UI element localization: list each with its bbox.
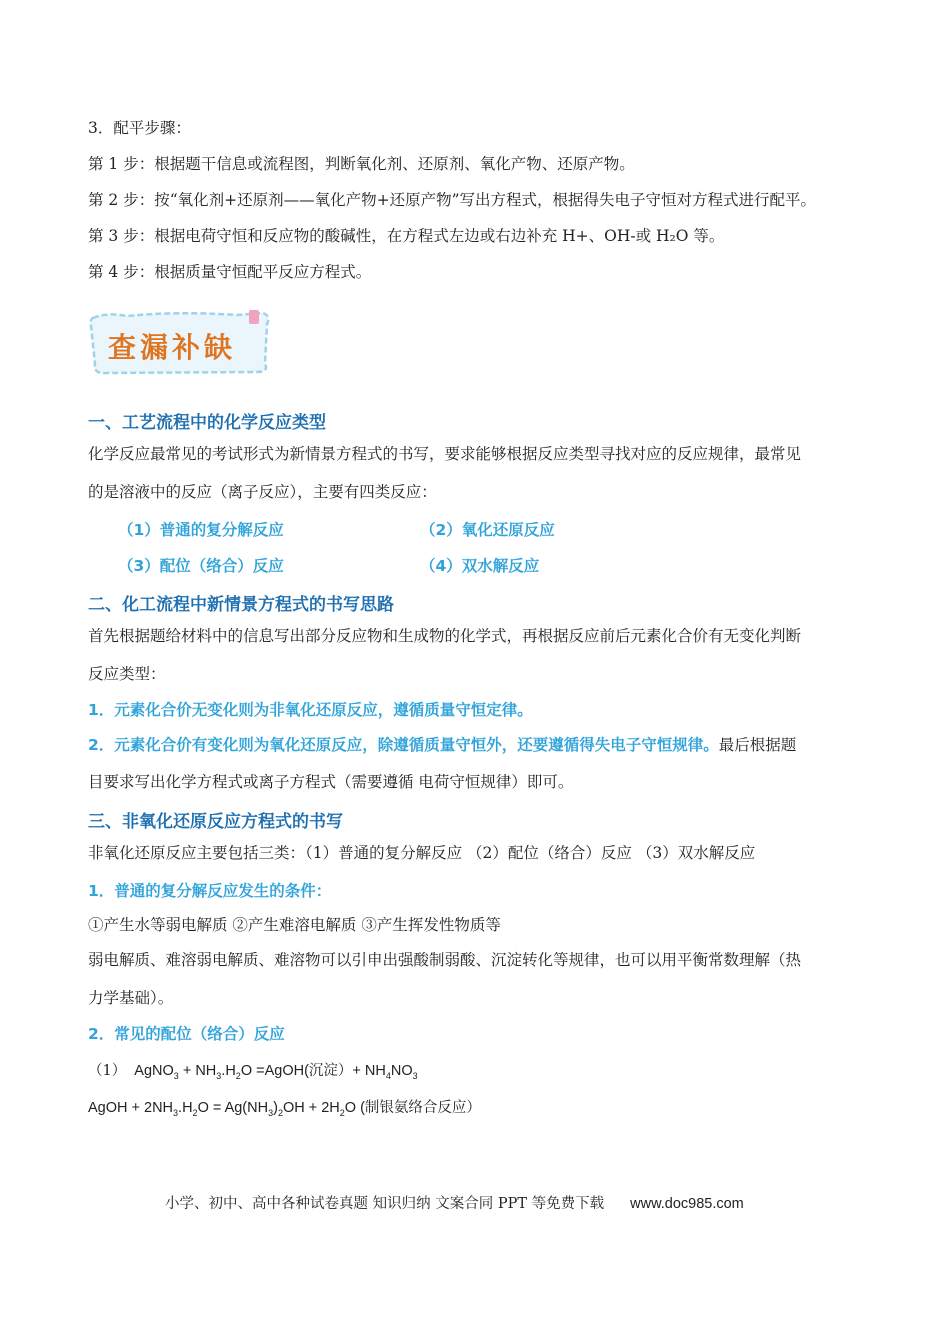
reaction-type-2: （2）氧化还原反应 [420,521,555,539]
section-2-point-1: 1．元素化合价无变化则为非氧化还原反应，遵循质量守恒定律。 [88,701,533,719]
section-2-para-line-1: 首先根据题给材料中的信息写出部分反应物和生成物的化学式，再根据反应前后元素化合价有无变化判断 [88,627,802,645]
step-4: 第 4 步：根据质量守恒配平反应方程式。 [88,263,372,281]
steps-title: 3．配平步骤： [88,119,191,137]
footer [165,1192,744,1213]
section-1-heading: 一、工艺流程中的化学反应类型 [88,413,326,433]
banner-title: 查漏补缺 [108,331,237,364]
step-3: 第 3 步：根据电荷守恒和反应物的酸碱性，在方程式左边或右边补充 H+、OH-或 H₂O 等。 [88,227,725,245]
reaction-type-1: （1）普通的复分解反应 [118,521,284,539]
step-1: 第 1 步：根据题干信息或流程图，判断氧化剂、还原剂、氧化产物、还原产物。 [88,155,635,173]
section-3-sub-1: 1．普通的复分解反应发生的条件： [88,882,332,900]
equation-2: AgOH + $2NH_3.H_2O = Ag(NH_3)_2OH + 2H_2O$ (制银氨络合反应） [88,1100,481,1118]
section-3-para-line-2: 力学基础）。 [88,989,174,1007]
section-3-conditions: ①产生水等弱电解质 ②产生难溶电解质 ③产生挥发性物质等 [88,916,501,934]
section-2-heading: 二、化工流程中新情景方程式的书写思路 [88,595,394,615]
section-2-point-2-rest: 最后根据题 [718,736,797,754]
footer-text: 小学、初中、高中各种试卷真题 知识归纳 文案合同 PPT 等免费下载 [165,1196,605,1212]
section-2-point-2 [88,735,796,755]
section-3-intro: 非氧化还原反应主要包括三类：（1）普通的复分解反应 （2）配位（络合）反应 （3）双水解反应 [88,844,756,862]
section-3-heading: 三、非氧化还原反应方程式的书写 [88,812,343,832]
section-2-point-2-highlight: 2．元素化合价有变化则为氧化还原反应，除遵循质量守恒外，还要遵循得失电子守恒规律。 [88,736,719,754]
reaction-type-4: （4）双水解反应 [420,557,540,575]
section-3-sub-2: 2．常见的配位（络合）反应 [88,1025,285,1043]
step-2: 第 2 步：按“氧化剂+还原剂——氧化产物+还原产物”写出方程式，根据得失电子守恒对方程式进行配平。 [88,191,817,209]
footer-url[interactable]: www.doc985.com [630,1196,744,1212]
reaction-type-3: （3）配位（络合）反应 [118,557,284,575]
section-2-para-line-2: 反应类型： [88,665,166,683]
section-3-para-line-1: 弱电解质、难溶弱电解质、难溶物可以引申出强酸制弱酸、沉淀转化等规律，也可以用平衡常数理解（热 [88,951,802,969]
equation-1: （1） AgNO$_3$ + $NH_3.H_2O$ =AgOH(沉淀）+ $NH_4NO_3$ [88,1063,418,1081]
section-1-para-line-1: 化学反应最常见的考试形式为新情景方程式的书写，要求能够根据反应类型寻找对应的反应规律，最常见 [88,445,802,463]
section-1-para-line-2: 的是溶液中的反应（离子反应），主要有四类反应： [88,483,437,501]
paperclip-icon [249,310,259,324]
section-2-point-2-line-2: 目要求写出化学方程式或离子方程式（需要遵循 电荷守恒规律）即可。 [88,773,574,791]
